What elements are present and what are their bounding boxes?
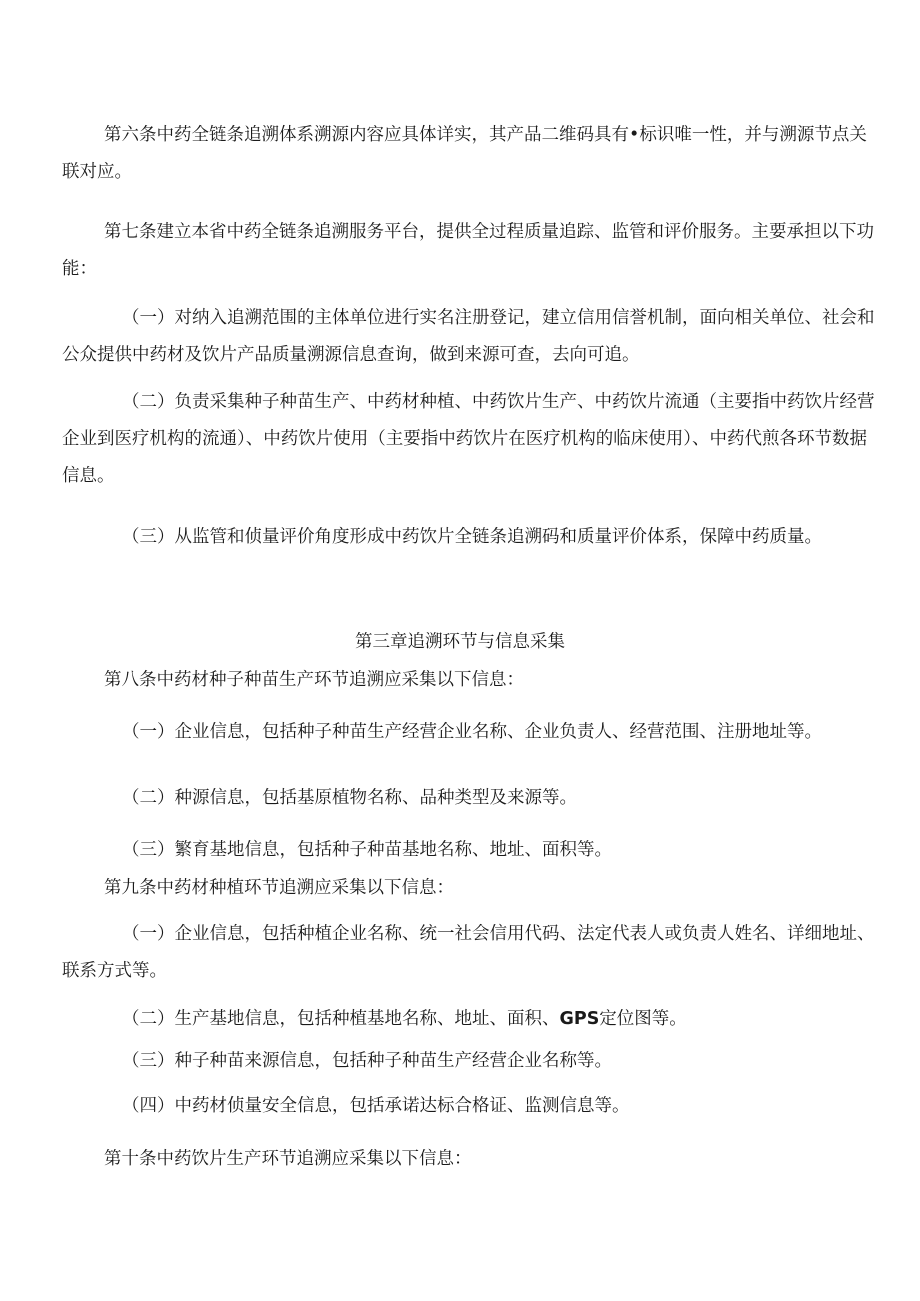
article-8-item-1: （一）企业信息，包括种子种苗生产经营企业名称、企业负责人、经营范围、注册地址等。 <box>122 722 822 742</box>
article-9-item-2-text-b: 定位图等。 <box>599 1009 687 1029</box>
article-8: 第八条中药材种子种苗生产环节追溯应采集以下信息： <box>104 670 524 690</box>
article-9: 第九条中药材种植环节追溯应采集以下信息： <box>104 878 454 898</box>
article-9-item-3: （三）种子种苗来源信息，包括种子种苗生产经营企业名称等。 <box>122 1051 612 1071</box>
article-6: 第六条中药全链条追溯体系溯源内容应具体详实，其产品二维码具有•标识唯一性，并与溯源节点关联对应。 <box>62 125 867 182</box>
article-8-item-3: （三）繁育基地信息，包括种子种苗基地名称、地址、面积等。 <box>122 840 612 860</box>
article-8-item-2: （二）种源信息，包括基原植物名称、品种类型及来源等。 <box>122 788 577 808</box>
article-9-item-1: （一）企业信息，包括种植企业名称、统一社会信用代码、法定代表人或负责人姓名、详细地址、联系方式等。 <box>62 924 875 981</box>
gps-term: GPS <box>559 1009 600 1029</box>
article-7-item-3: （三）从监管和侦量评价角度形成中药饮片全链条追溯码和质量评价体系，保障中药质量。 <box>122 527 822 547</box>
article-7: 第七条建立本省中药全链条追溯服务平台，提供全过程质量追踪、监管和评价服务。主要承担以下功能： <box>62 222 874 279</box>
article-9-item-2 <box>62 1001 884 1038</box>
article-10: 第十条中药饮片生产环节追溯应采集以下信息： <box>104 1149 472 1169</box>
article-7-item-1: （一）对纳入追溯范围的主体单位进行实名注册登记，建立信用信誉机制，面向相关单位、社会和公众提供中药材及饮片产品质量溯源信息查询，做到来源可查，去向可追。 <box>62 308 875 365</box>
article-9-item-4: （四）中药材侦量安全信息，包括承诺达标合格证、监测信息等。 <box>122 1096 630 1116</box>
article-9-item-2-text-a: （二）生产基地信息，包括种植基地名称、地址、面积、 <box>122 1009 560 1029</box>
chapter-3-heading: 第三章追溯环节与信息采集 <box>355 632 565 652</box>
article-7-item-2: （二）负责采集种子种苗生产、中药材种植、中药饮片生产、中药饮片流通（主要指中药饮片经营企业到医疗机构的流通）、中药饮片使用（主要指中药饮片在医疗机构的临床使用）、中药代煎各环节数据信息。 <box>62 392 875 486</box>
